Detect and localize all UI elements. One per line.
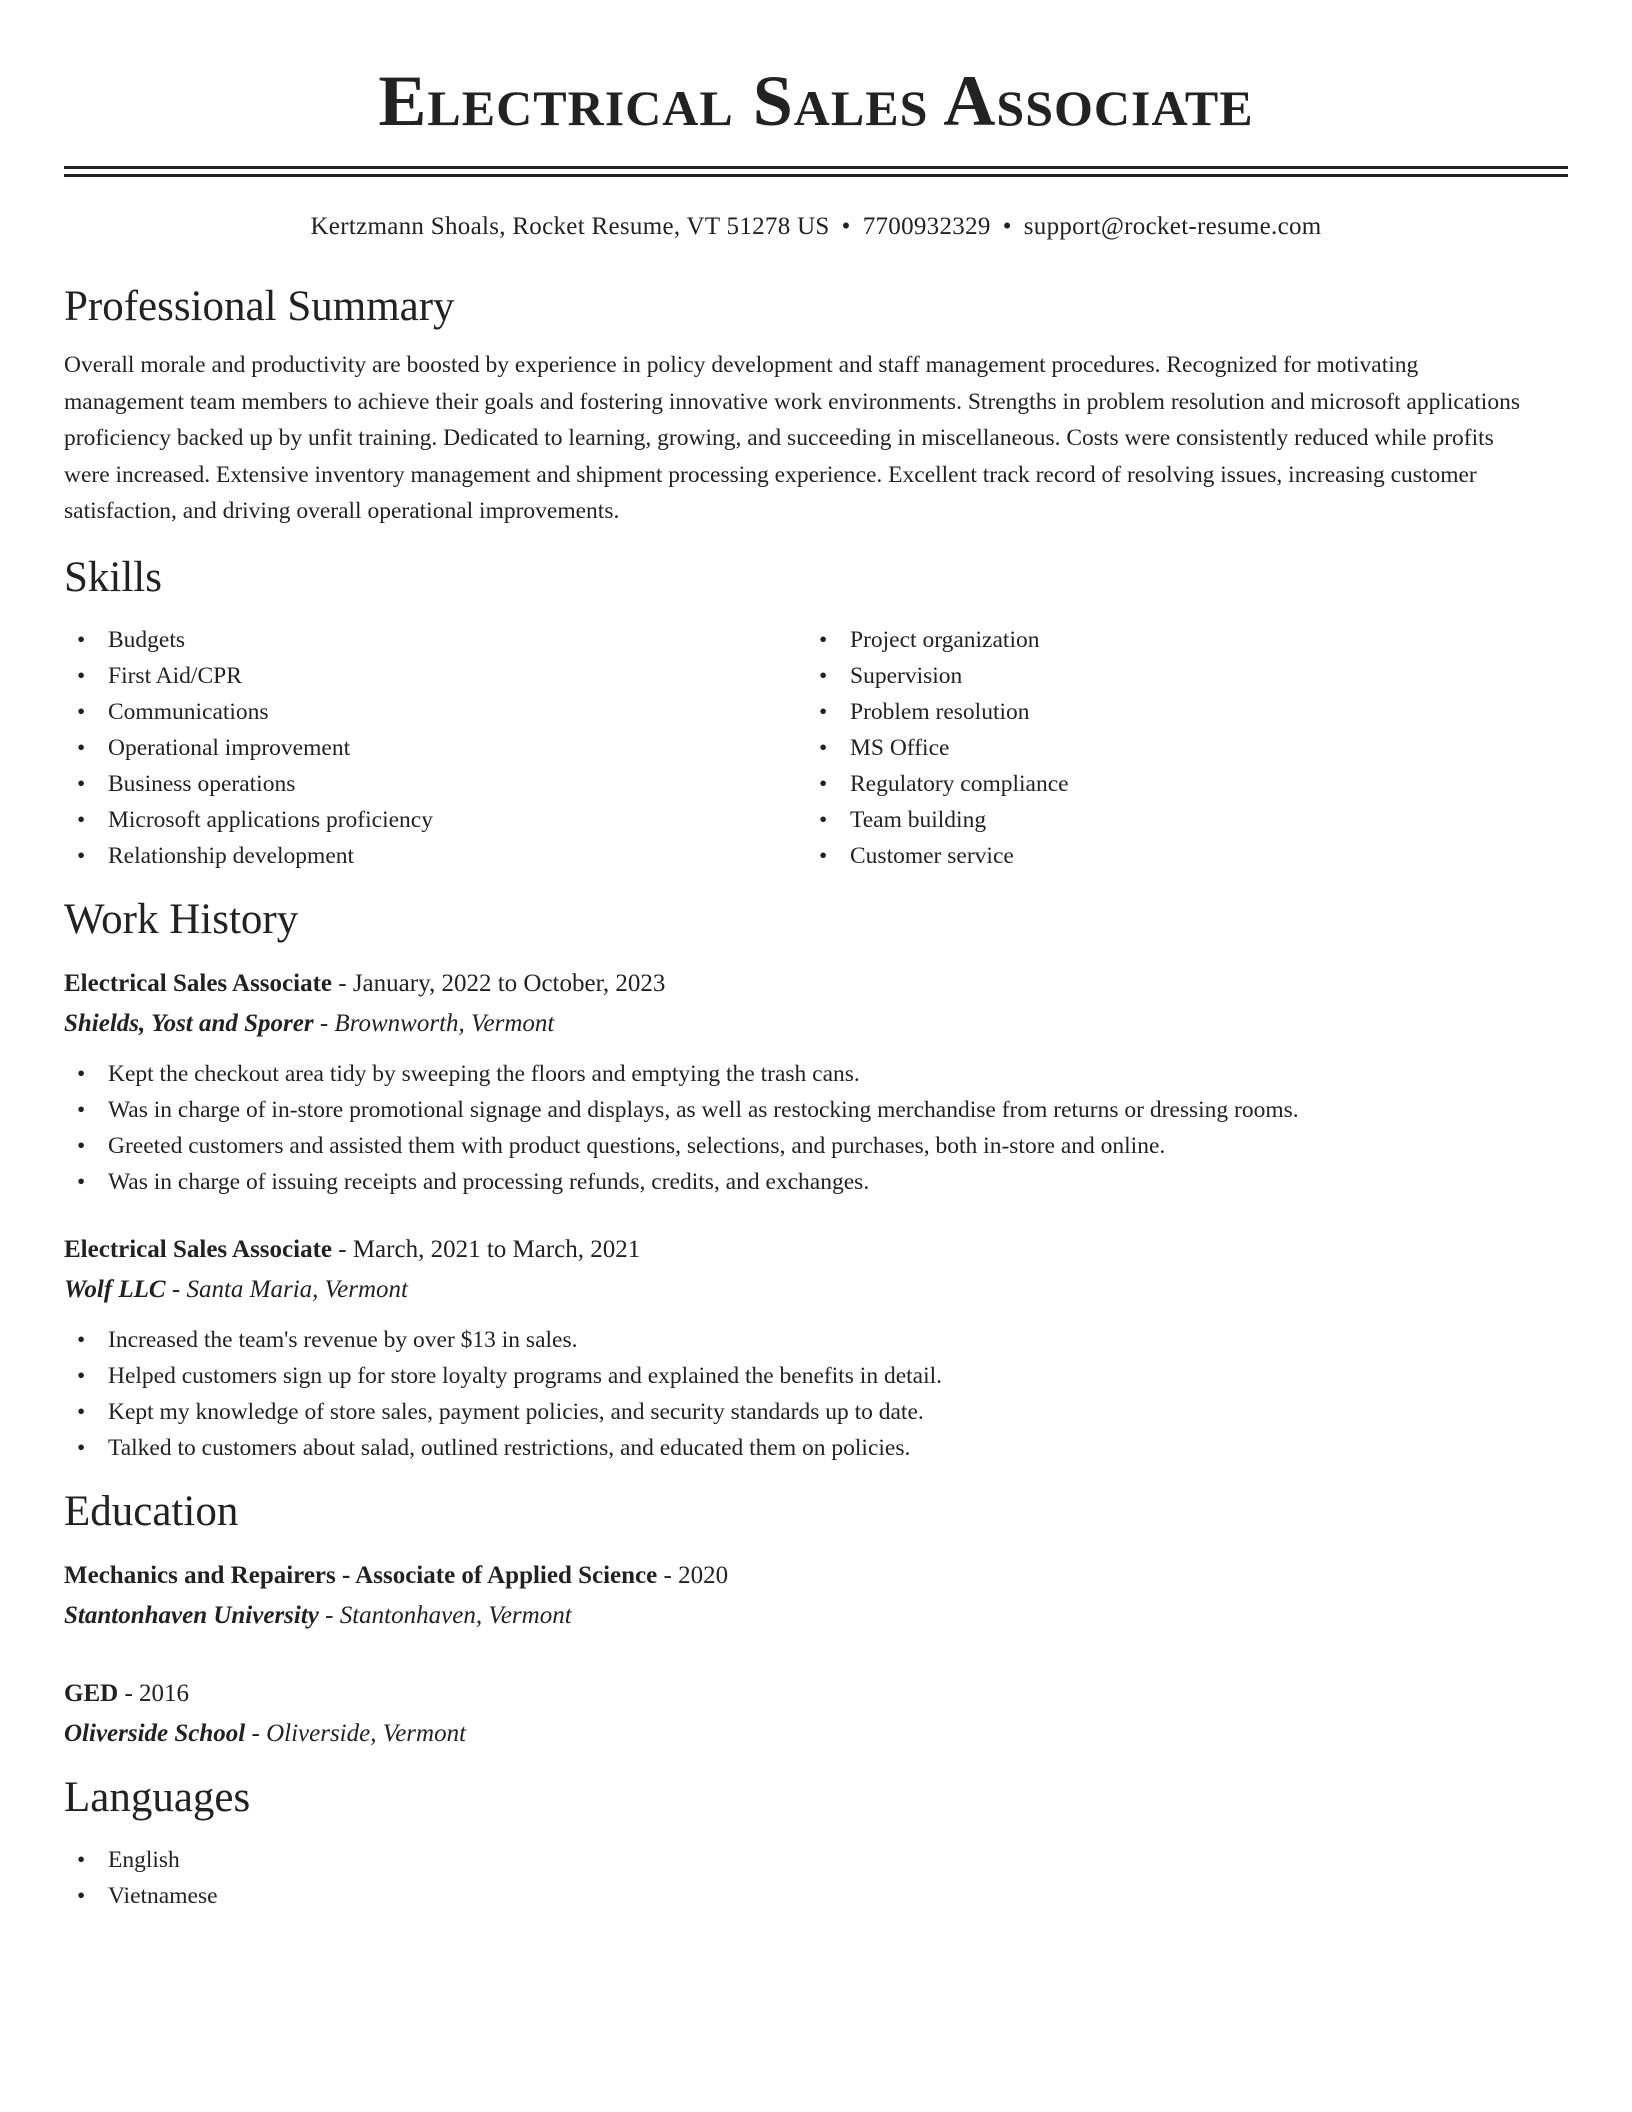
job-bullet: • Was in charge of issuing receipts and processing refunds, credits, and exchanges.	[64, 1164, 1568, 1200]
employer-location: - Brownworth, Vermont	[319, 1009, 555, 1037]
languages-section	[64, 1772, 1568, 1914]
contact-address: Kertzmann Shoals, Rocket Resume, VT 51278 US	[310, 213, 830, 240]
job-dates: - January, 2022 to October, 2023	[338, 969, 666, 997]
job-bullet: • Greeted customers and assisted them with product questions, selections, and purchases, both in-store and online.	[64, 1128, 1568, 1164]
job-title-line	[64, 1232, 1568, 1268]
job-title: Electrical Sales Associate	[64, 969, 332, 997]
job-dates: - March, 2021 to March, 2021	[338, 1235, 641, 1263]
job-bullet: • Kept the checkout area tidy by sweeping the floors and emptying the trash cans.	[64, 1056, 1568, 1092]
skill-item: • Business operations	[64, 766, 806, 802]
section-heading-education: Education	[64, 1487, 239, 1535]
skill-item: • Regulatory compliance	[806, 766, 1548, 802]
job-title-line	[64, 966, 1568, 1002]
education-entry	[64, 1676, 1568, 1752]
job-title: Electrical Sales Associate	[64, 1235, 332, 1263]
employer-line	[64, 1006, 1568, 1042]
job-entry	[64, 966, 1568, 1200]
skill-item: • Relationship development	[64, 838, 806, 874]
employer-location: - Santa Maria, Vermont	[171, 1275, 408, 1303]
skill-item: • MS Office	[806, 730, 1548, 766]
employer-name: Wolf LLC	[64, 1275, 166, 1303]
job-bullet: • Increased the team's revenue by over $13 in sales.	[64, 1322, 1568, 1358]
summary-section	[64, 281, 1568, 530]
skill-item: • Communications	[64, 694, 806, 730]
contact-phone: 7700932329	[862, 213, 991, 240]
degree-name: Mechanics and Repairers - Associate of Applied Science	[64, 1561, 658, 1589]
contact-separator: •	[841, 213, 851, 240]
contact-line	[64, 211, 1568, 243]
skill-item: • Project organization	[806, 622, 1548, 658]
job-bullet: • Kept my knowledge of store sales, payment policies, and security standards up to date.	[64, 1394, 1568, 1430]
degree-year: - 2020	[663, 1561, 729, 1589]
skills-list-left	[64, 622, 806, 874]
job-bullets	[64, 1322, 1568, 1466]
skills-columns	[64, 622, 1568, 874]
degree-line	[64, 1558, 1568, 1594]
job-bullet: • Helped customers sign up for store loyalty programs and explained the benefits in detail.	[64, 1358, 1568, 1394]
job-bullet: • Was in charge of in-store promotional signage and displays, as well as restocking merchandise from returns or dressing rooms.	[64, 1092, 1568, 1128]
section-heading-languages: Languages	[64, 1773, 251, 1821]
degree-line	[64, 1676, 1568, 1712]
degree-year: - 2016	[124, 1679, 190, 1707]
resume-page	[64, 0, 1568, 1914]
contact-separator: •	[1002, 213, 1012, 240]
skills-list-right	[806, 622, 1548, 874]
language-item: • Vietnamese	[64, 1878, 1568, 1914]
languages-list	[64, 1842, 1568, 1914]
school-line	[64, 1716, 1568, 1752]
skills-section	[64, 552, 1568, 874]
resume-name-title: Electrical Sales Associate	[378, 61, 1254, 141]
education-entry	[64, 1558, 1568, 1634]
school-line	[64, 1598, 1568, 1634]
job-bullet: • Talked to customers about salad, outlined restrictions, and educated them on policies.	[64, 1430, 1568, 1466]
school-location: - Stantonhaven, Vermont	[325, 1601, 572, 1629]
contact-email: support@rocket-resume.com	[1023, 213, 1322, 240]
employer-line	[64, 1272, 1568, 1308]
language-item: • English	[64, 1842, 1568, 1878]
skill-item: • Team building	[806, 802, 1548, 838]
section-heading-work-history: Work History	[64, 895, 299, 943]
skill-item: • Customer service	[806, 838, 1548, 874]
job-bullets	[64, 1056, 1568, 1200]
degree-name: GED	[64, 1679, 119, 1707]
summary-text: Overall morale and productivity are boosted by experience in policy development and staff management procedures. Recognized for motivating management team members to achieve their goals and fostering innovative work environments. Strengths in problem resolution and microsoft applications proficiency backed up by unfit training. Dedicated to learning, growing, and succeeding in miscellaneous. Costs were consistently reduced while profits were increased. Extensive inventory management and shipment processing experience. Excellent track record of resolving issues, increasing customer satisfaction, and driving overall operational improvements.	[64, 352, 1520, 524]
section-heading-summary: Professional Summary	[64, 283, 455, 330]
section-heading-skills: Skills	[64, 553, 162, 601]
skill-item: • Operational improvement	[64, 730, 806, 766]
education-section	[64, 1486, 1568, 1752]
school-name: Stantonhaven University	[64, 1601, 319, 1629]
skill-item: • Supervision	[806, 658, 1548, 694]
skill-item: • Problem resolution	[806, 694, 1548, 730]
employer-name: Shields, Yost and Sporer	[64, 1009, 314, 1037]
job-entry	[64, 1232, 1568, 1466]
skill-item: • Budgets	[64, 622, 806, 658]
skill-item: • First Aid/CPR	[64, 658, 806, 694]
skill-item: • Microsoft applications proficiency	[64, 802, 806, 838]
work-history-section	[64, 894, 1568, 1466]
school-name: Oliverside School	[64, 1719, 246, 1747]
school-location: - Oliverside, Vermont	[251, 1719, 467, 1747]
header-double-rule	[64, 166, 1568, 177]
